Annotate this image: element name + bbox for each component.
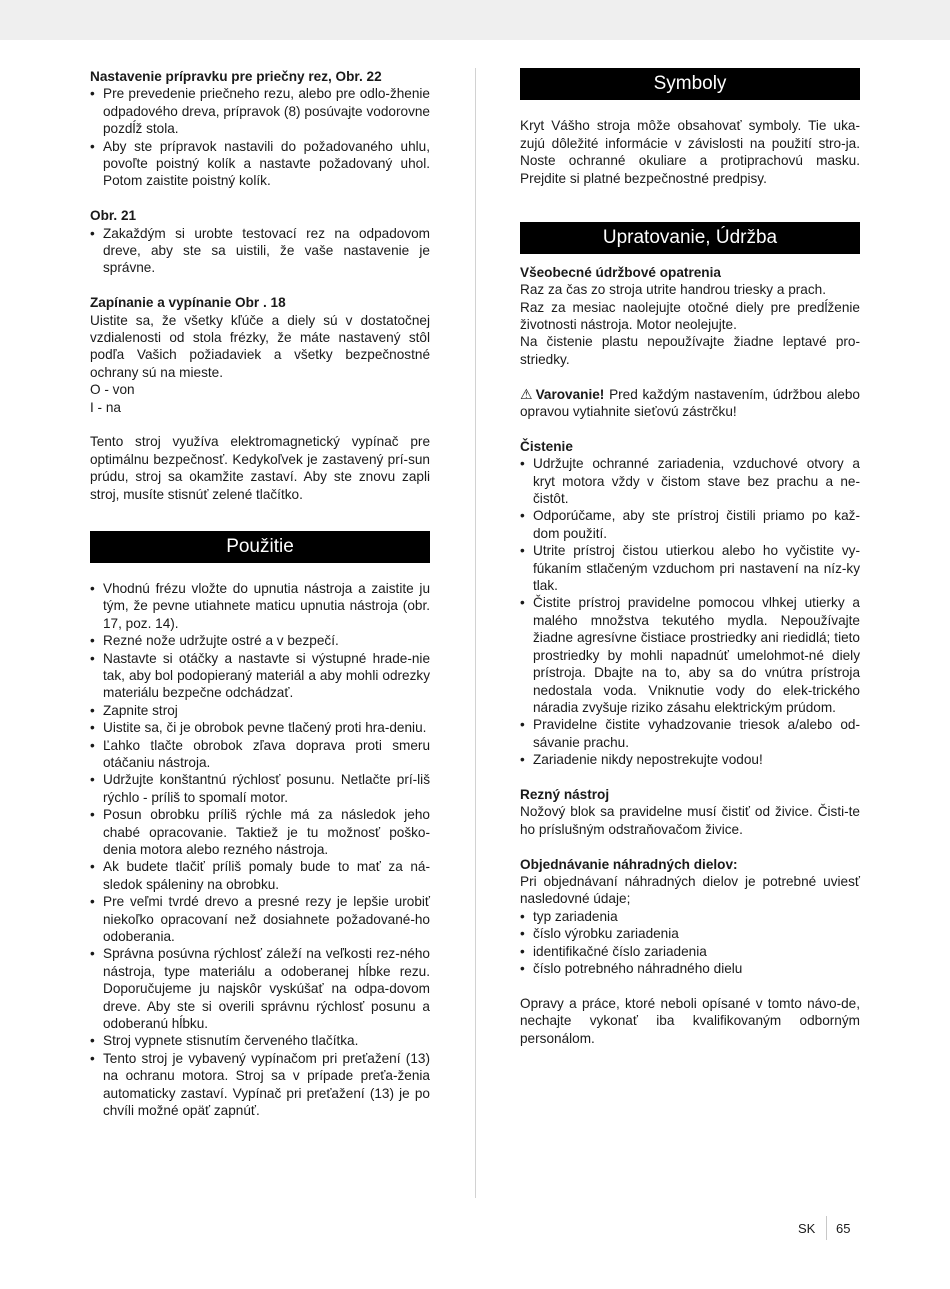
section-heading: Čistenie	[520, 438, 573, 454]
list-item: • Ak budete tlačiť príliš pomaly bude to mať za ná-sledok spáleniny na obrobku.	[90, 858, 430, 893]
bullet-list	[90, 85, 430, 189]
list-item: • Odporúčame, aby ste prístroj čistili priamo po kaž-dom použití.	[520, 507, 860, 542]
list-item: • Pravidelne čistite vyhadzovanie triesok a/alebo od-sávanie prachu.	[520, 716, 860, 751]
paragraph: Na čistenie plastu nepoužívajte žiadne leptavé pro-striedky.	[520, 334, 860, 367]
list-item: • Uistite sa, či je obrobok pevne tlačený proti hra-deniu.	[90, 719, 430, 736]
right-column	[520, 68, 860, 1047]
list-item: • Stroj vypnete stisnutím červeného tlačítka.	[90, 1032, 430, 1049]
section-title-bar: Použitie	[90, 531, 430, 563]
list-item: • číslo potrebného náhradného dielu	[520, 960, 860, 977]
page-number: 65	[836, 1221, 851, 1236]
list-item: • Posun obrobku príliš rýchle má za následok jeho chabé opracovanie. Taktiež je tu možnosť poško-denia motora alebo rezného nástroja.	[90, 806, 430, 858]
bullet-list	[520, 455, 860, 768]
list-item: • Zariadenie nikdy nepostrekujte vodou!	[520, 751, 860, 768]
list-item: • Správna posúvna rýchlosť záleží na veľkosti rez-ného nástroja, type materiálu a odoberanej hĺbke rezu. Doporučujeme ju najskôr vyskúšať na odpa-dovom dreve. Aby ste si overili správnu rýchlosť posunu a odoberanú hĺbku.	[90, 945, 430, 1032]
footer-separator	[826, 1216, 827, 1240]
list-item: • Udržujte ochranné zariadenia, vzduchové otvory a kryt motora vždy v čistom stave bez prachu a ne-čistôt.	[520, 455, 860, 507]
list-item: • Čistite prístroj pravidelne pomocou vlhkej utierky a malého množstva tekutého mydla. Nepoužívajte žiadne agresívne čistiace prostriedky ani riedidlá; tieto prostriedky by mohli napadnúť umelohmot-né diely prístroja. Dbajte na to, aby sa do vnútra prístroja nedostala voda. Vniknutie vody do elek-trického náradia zvyšuje riziko zásahu elektrickým prúdom.	[520, 594, 860, 716]
paragraph: Kryt Vášho stroja môže obsahovať symboly. Tie uka-zujú dôležité informácie v závislosti na použití stro-ja. Noste ochranné okuliare a protiprachovú masku. Prejdite si platné bezpečnostné predpisy.	[520, 118, 860, 186]
paragraph: Uistite sa, že všetky kľúče a diely sú v dostatočnej vzdialenosti od stola frézky, že máte nastavený stôl podľa Vašich požiadaviek a všetky bezpečnostné ochrany sú na mieste.	[90, 312, 430, 380]
switch-on-label: I - na	[90, 399, 121, 415]
switch-off-label: O - von	[90, 382, 135, 398]
warning-paragraph	[520, 386, 860, 421]
list-item: • číslo výrobku zariadenia	[520, 925, 860, 942]
list-item: • Vhodnú frézu vložte do upnutia nástroja a zaistite ju tým, že pevne utiahnete maticu upnutia nástroja (obr. 17, poz. 14).	[90, 580, 430, 632]
bullet-list	[520, 908, 860, 978]
list-item: • typ zariadenia	[520, 908, 860, 925]
list-item: • Zakaždým si urobte testovací rez na odpadovom dreve, aby ste sa uistili, že vaše nastavenie je správne.	[90, 225, 430, 277]
list-item: • Rezné nože udržujte ostré a v bezpečí.	[90, 632, 430, 649]
section-heading: Všeobecné údržbové opatrenia	[520, 264, 721, 280]
bullet-list	[90, 225, 430, 277]
list-item: • Zapnite stroj	[90, 702, 430, 719]
paragraph: Tento stroj využíva elektromagnetický vypínač pre optimálnu bezpečnosť. Kedykoľvek je zastavený prí-sun prúdu, stroj sa okamžite zastaví. Aby ste znovu zapli stroj, musíte stisnúť zelené tlačítko.	[90, 434, 430, 502]
paragraph: Raz za čas zo stroja utrite handrou triesky a prach.	[520, 282, 826, 298]
paragraph: Raz za mesiac naolejujte otočné diely pre predĺženie životnosti nástroja. Motor neolejujte.	[520, 299, 860, 333]
warning-label: Varovanie!	[535, 386, 605, 402]
left-column	[90, 68, 430, 1119]
warning-text: Pred každým nastavením, údržbou alebo opravou vytiahnite sieťovú zástrčku!	[520, 386, 860, 420]
footer-language-code: SK	[798, 1221, 816, 1236]
list-item: • Udržujte konštantnú rýchlosť posunu. Netlačte prí-liš rýchlo - príliš to spomalí motor.	[90, 771, 430, 806]
list-item: • Utrite prístroj čistou utierkou alebo ho vyčistite vy-fúkaním stlačeným vzduchom pri nastavení na níz-ky tlak.	[520, 542, 860, 594]
paragraph: Nožový blok sa pravidelne musí čistiť od živice. Čisti-te ho príslušným odstraňovačom živice.	[520, 804, 860, 837]
bullet-list	[90, 580, 430, 1120]
list-item: • Pre veľmi tvrdé drevo a presné rezy je lepšie urobiť niekoľko opracovaní než dosiahnete požadované-ho odoberania.	[90, 893, 430, 945]
list-item: • Nastavte si otáčky a nastavte si výstupné hrade-nie tak, aby bol podopieraný materiál a aby mohli odrezky materiálu bezpečne odchádzať.	[90, 650, 430, 702]
section-title-bar: Symboly	[520, 68, 860, 100]
list-item: • Ľahko tlačte obrobok zľava doprava proti smeru otáčaniu nástroja.	[90, 737, 430, 772]
section-heading: Rezný nástroj	[520, 786, 610, 802]
section-heading: Nastavenie prípravku pre priečny rez, Obr. 22	[90, 69, 382, 84]
section-heading: Objednávanie náhradných dielov:	[520, 856, 738, 872]
warning-icon: ⚠	[520, 385, 533, 402]
list-item: • Pre prevedenie priečneho rezu, alebo pre odlo-žhenie odpadového dreva, prípravok (8) posúvajte vodorovne pozdĺž stola.	[90, 85, 430, 137]
list-item: • Aby ste prípravok nastavili do požadovaného uhlu, povoľte poistný kolík a nastavte požadovaný uhol. Potom zaistite poistný kolík.	[90, 138, 430, 190]
section-heading: Zapínanie a vypínanie Obr . 18	[90, 295, 286, 311]
section-heading: Obr. 21	[90, 208, 137, 224]
paragraph: Opravy a práce, ktoré neboli opísané v tomto návo-de, nechajte vykonať iba kvalifikovaným odborným personálom.	[520, 995, 860, 1046]
paragraph: Pri objednávaní náhradných dielov je potrebné uviesť nasledovné údaje;	[520, 873, 860, 907]
top-band	[0, 0, 950, 40]
section-title-bar: Upratovanie, Údržba	[520, 222, 860, 254]
column-divider	[475, 68, 476, 1198]
list-item: • Tento stroj je vybavený vypínačom pri preťažení (13) na ochranu motora. Stroj sa v prípade preťa-ženia automaticky zastaví. Vypínač pri preťažení (13) je po chvíli možné opäť zapnúť.	[90, 1050, 430, 1120]
list-item: • identifikačné číslo zariadenia	[520, 943, 860, 960]
